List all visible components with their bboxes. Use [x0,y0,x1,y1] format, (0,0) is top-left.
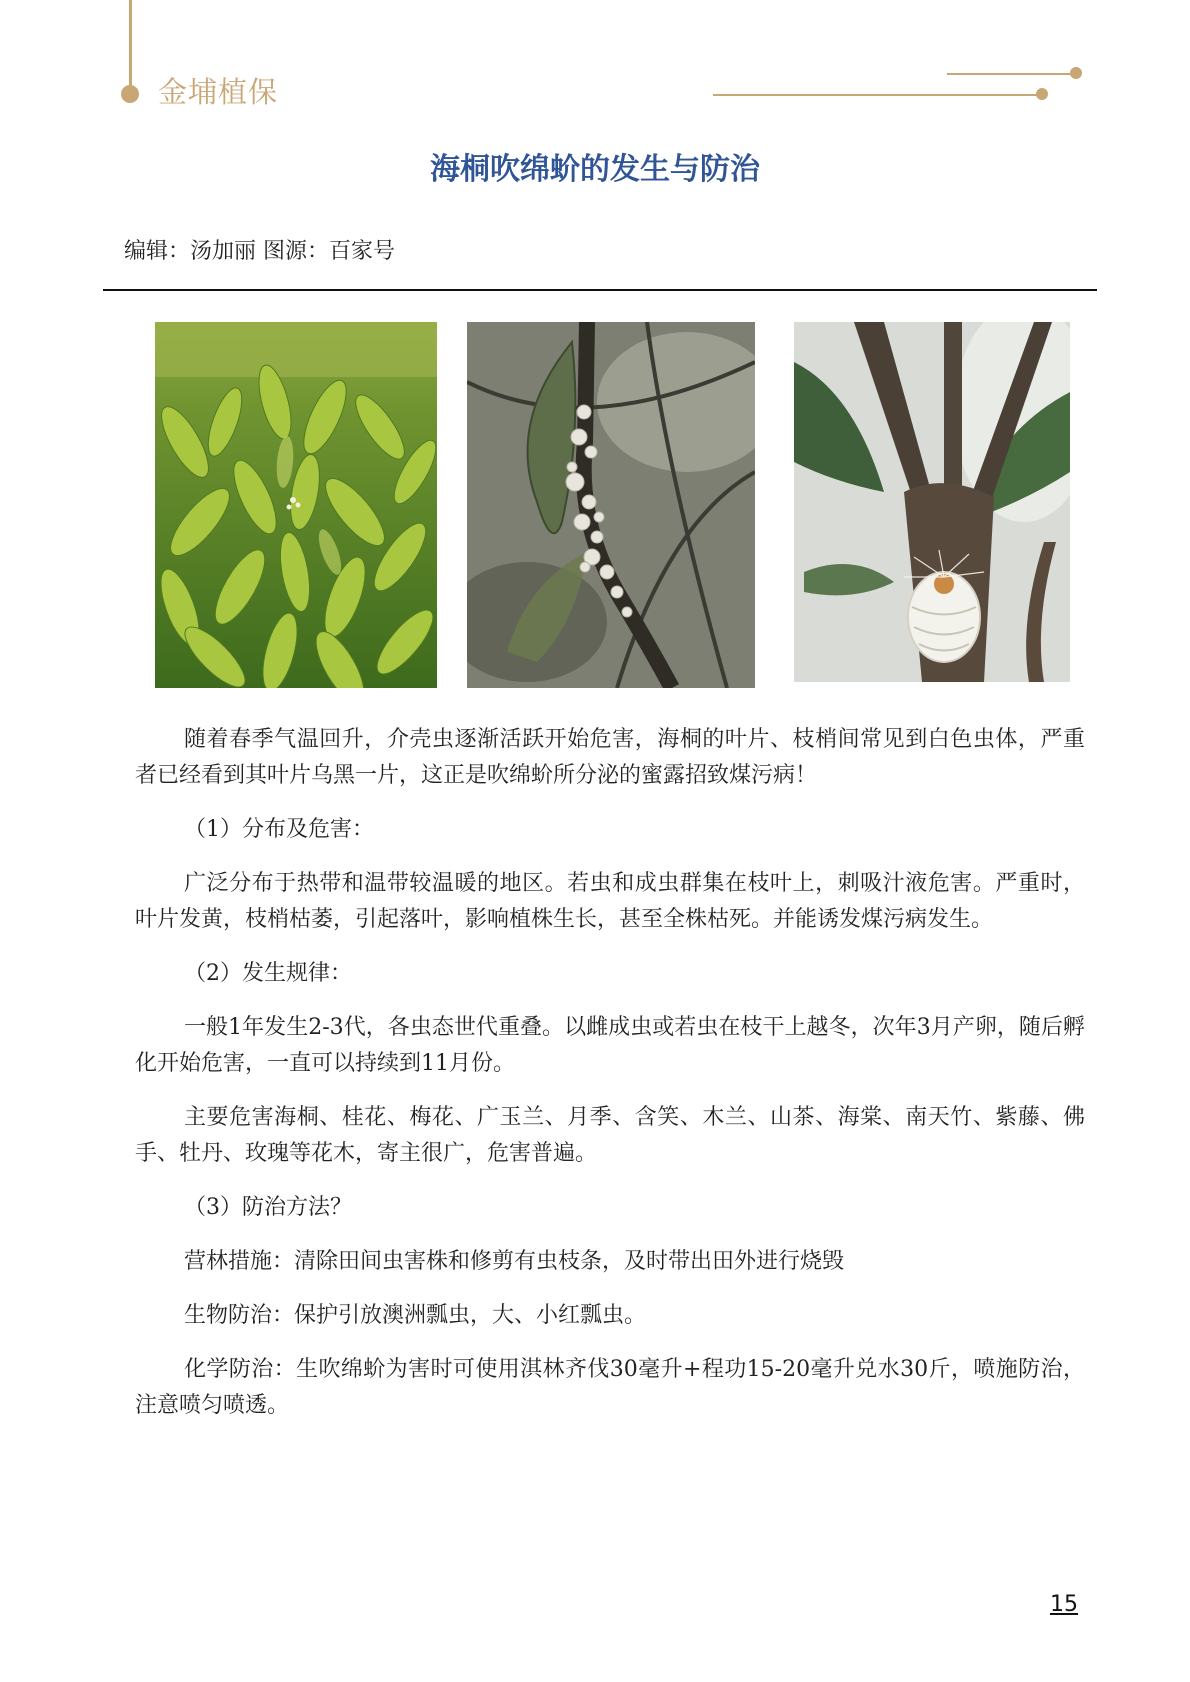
article-title: 海桐吹绵蚧的发生与防治 [430,152,760,187]
haitong-shrub-photo [155,322,437,688]
header-deco-line-lower [713,94,1042,96]
page-number: 15 [1050,1592,1078,1617]
infested-branch-photo [467,322,755,688]
article-byline: 编辑：汤加丽 图源：百家号 [124,239,395,264]
article-body [135,722,1085,1424]
header-deco-dot-lower [1036,88,1048,100]
brand-accent-bar [129,0,132,92]
brand-accent-dot [121,85,139,103]
header-deco-line-upper [947,73,1073,75]
section-heading-occurrence: （2）发生规律： [184,961,352,986]
silvicultural-control-paragraph: 营林措施：清除田间虫害株和修剪有虫枝条，及时带出田外进行烧毁 [184,1249,845,1274]
section-heading-control: （3）防治方法？ [184,1195,352,1220]
occurrence-paragraph: 一般1年发生2-3代，各虫态世代重叠。以雌成虫或若虫在枝干上越冬，次年3月产卵，随后孵化开始危害，一直可以持续到11月份。 [135,1015,1085,1076]
chemical-control-paragraph: 化学防治：生吹绵蚧为害时可使用淇林齐伐30毫升+程功15-20毫升兑水30斤，喷施防治，注意喷匀喷透。 [135,1357,1085,1418]
icerya-scale-closeup-photo [794,322,1070,682]
header-deco-dot-upper [1070,67,1082,79]
distribution-paragraph: 广泛分布于热带和温带较温暖的地区。若虫和成虫群集在枝叶上，刺吸汁液危害。严重时，叶片发黄，枝梢枯萎，引起落叶，影响植株生长，甚至全株枯死。并能诱发煤污病发生。 [135,871,1085,932]
brand-name: 金埔植保 [158,75,279,109]
biological-control-paragraph: 生物防治：保护引放澳洲瓢虫，大、小红瓢虫。 [184,1303,647,1328]
hosts-paragraph: 主要危害海桐、桂花、梅花、广玉兰、月季、含笑、木兰、山茶、海棠、南天竹、紫藤、佛手、牡丹、玫瑰等花木，寄主很广，危害普遍。 [135,1105,1085,1166]
intro-paragraph: 随着春季气温回升，介壳虫逐渐活跃开始危害，海桐的叶片、枝梢间常见到白色虫体，严重者已经看到其叶片乌黑一片，这正是吹绵蚧所分泌的蜜露招致煤污病！ [135,727,1085,788]
header-divider [103,289,1097,291]
section-heading-distribution: （1）分布及危害： [184,817,374,842]
